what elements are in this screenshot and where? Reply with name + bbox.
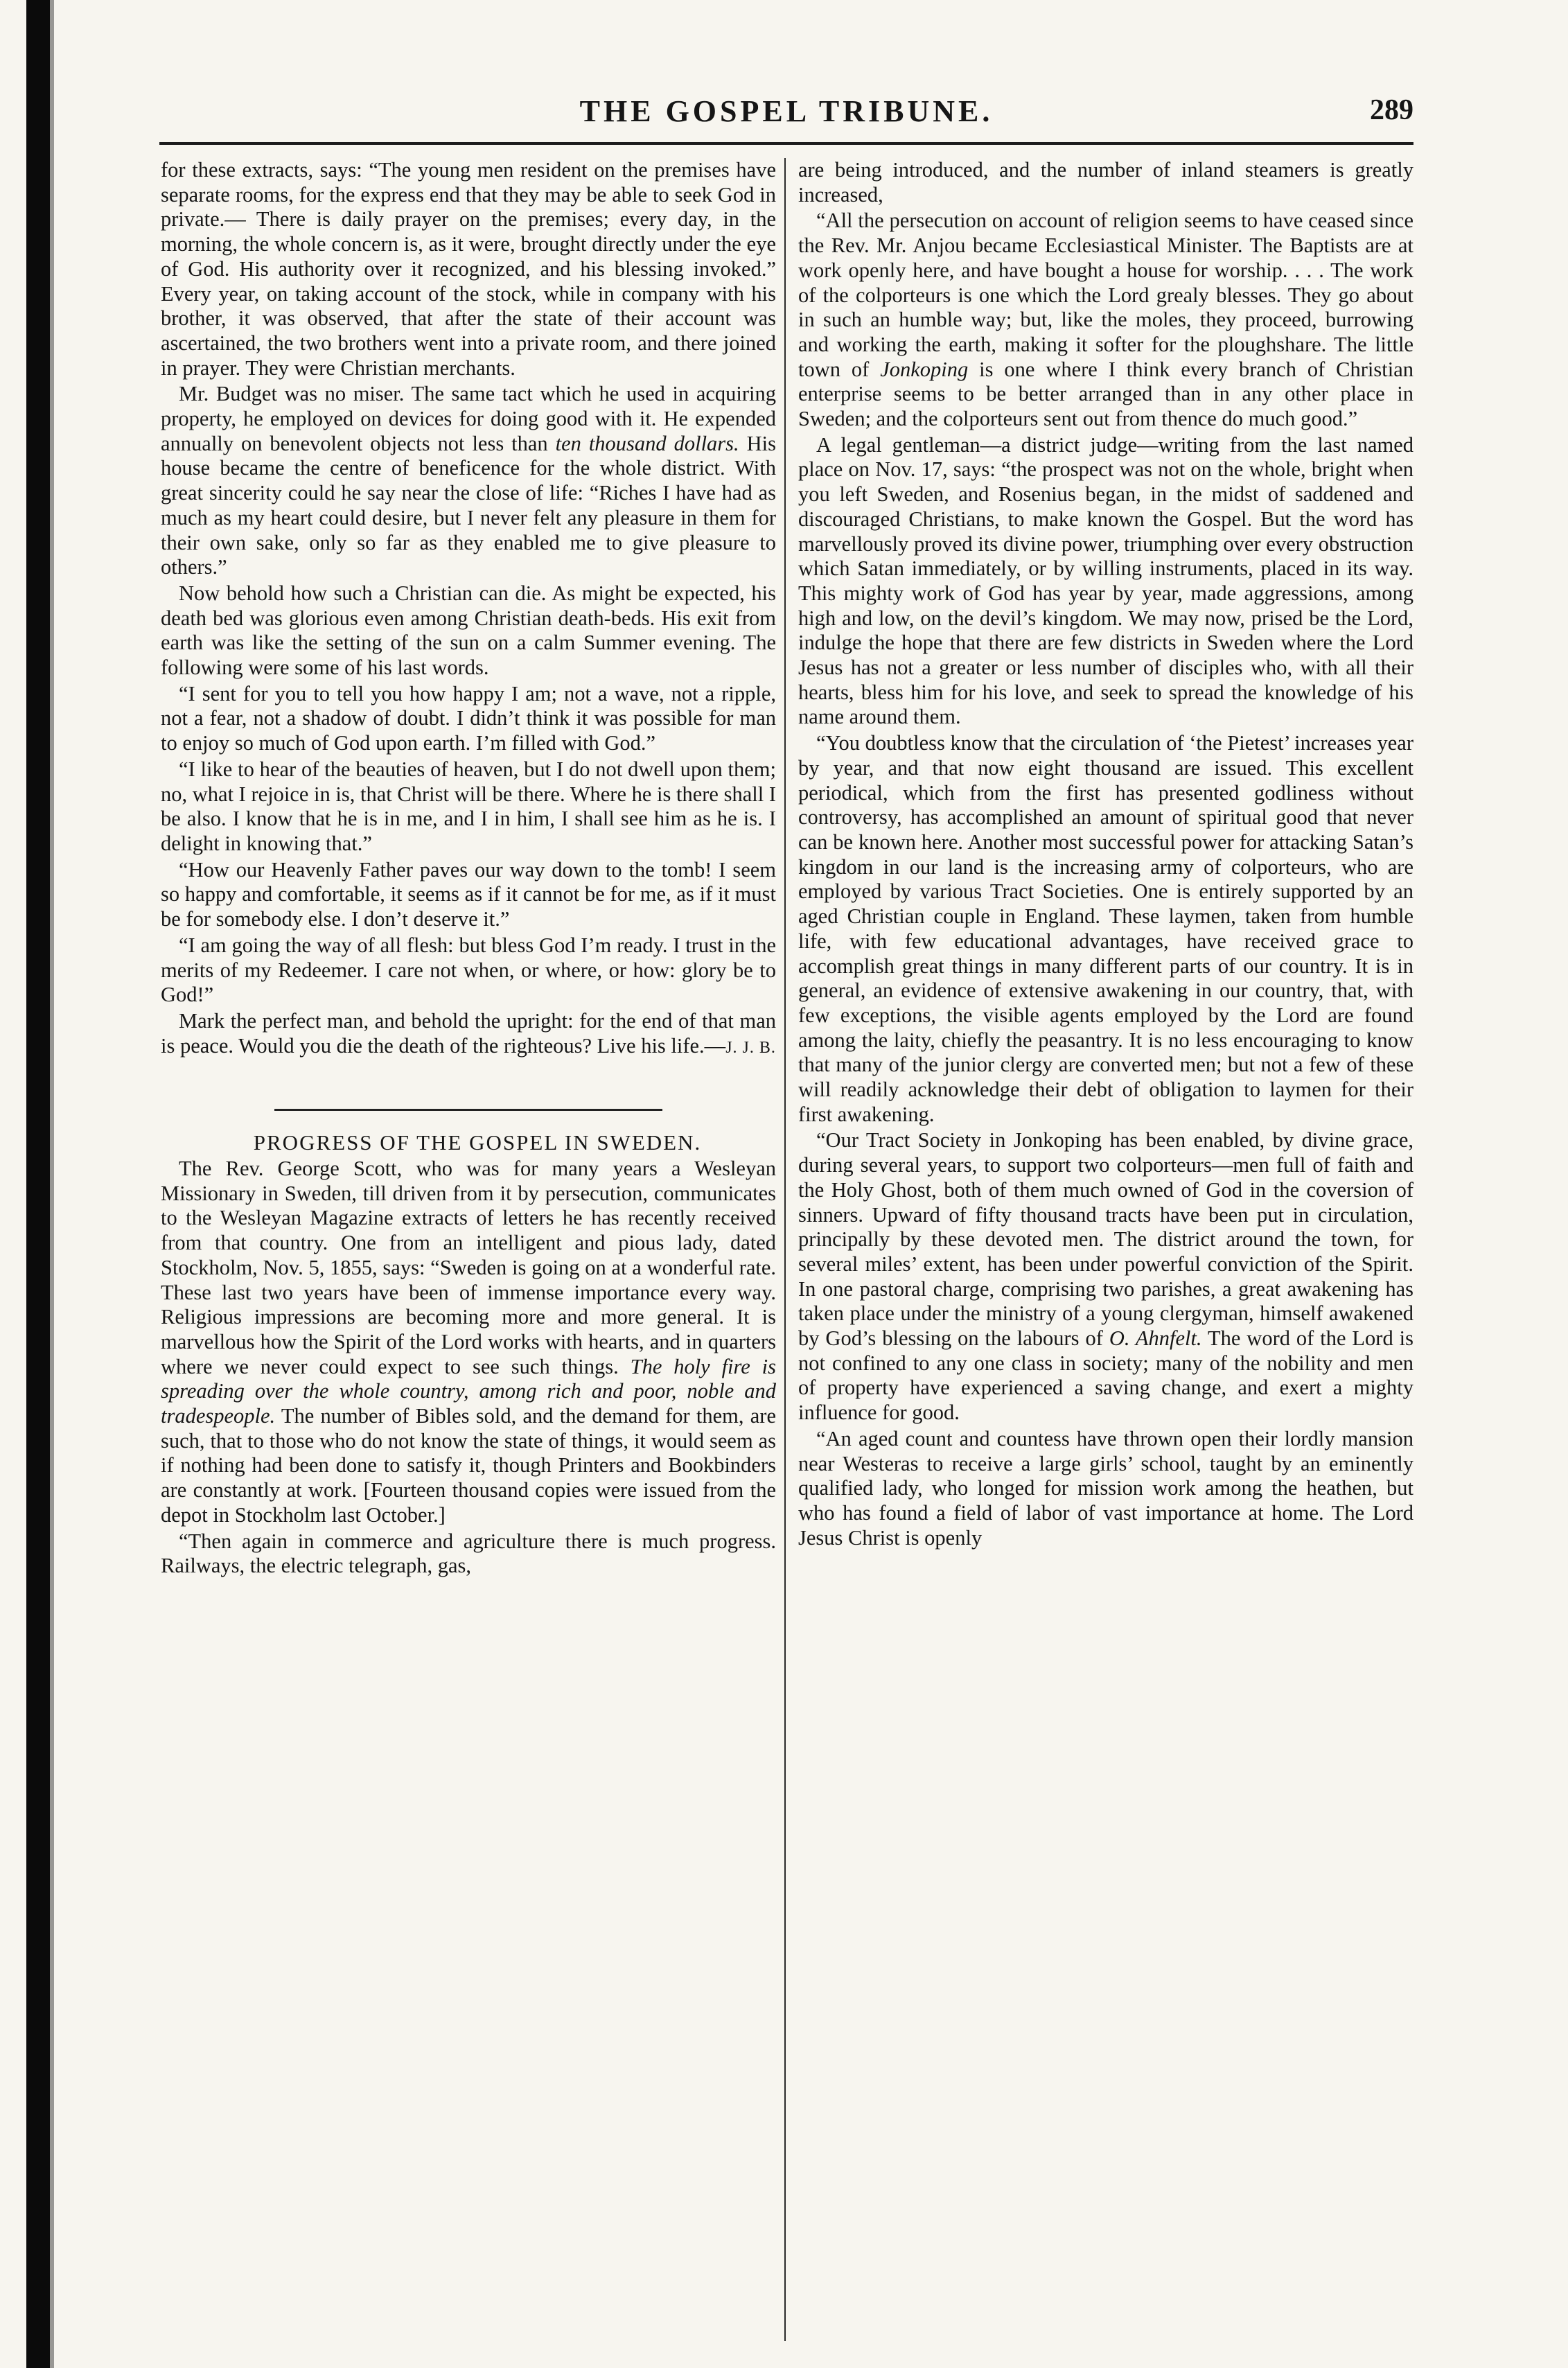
text-run: The Rev. George Scott, who was for many years a Wesleyan Missionary in Sweden, till driven from it by persecution, communicates to the Wesleyan Magazine extracts of letters he has recently received from that country. One from an intelligent and pious lady, dated Stockholm, Nov. 5, 1855, says: “Sweden is going on at a wonderful rate. These last two years have been of immense importance every way. Religious impressions are becoming more and more general. It is marvellous how the Spirit of the Lord works with hearts, and in quarters where we never could expect to see such things. (161, 1157, 776, 1378)
paragraph (798, 1128, 1413, 1425)
paragraph: A legal gentleman—a district judge—writing from the last named place on Nov. 17, says: “the prospect was not on the whole, bright when you left Sweden, and Rosenius began, in the midst of saddened and discouraged Christians, to make known the Gospel. But the word has marvellously proved its divine power, triumphing over every obstruction which Satan immediately, or by willing instruments, placed in its way. This mighty work of God has year by year, made aggressions, among high and low, on the devil’s kingdom. We may now, prised be the Lord, indulge the hope that there are few districts in Sweden where the Lord Jesus has not a greater or less number of disciples who, with all their hearts, bless him for his love, and seek to spread the knowledge of his name around them. (798, 432, 1413, 729)
text-run: Mr. Budget was no miser. The same tact which he used in acquiring property, he employed on devices for doing good with it. He expended annually on benevolent objects not less than (161, 382, 776, 455)
italic-text: ten thousand dollars. (555, 431, 739, 455)
page-header (159, 94, 1413, 142)
paragraph (798, 209, 1413, 431)
column-divider (784, 158, 786, 2341)
text-run: Mark the perfect man, and behold the upright: for the end of that man is peace. Would you die the death of the righteous? Live his life.— (161, 1008, 776, 1058)
paragraph: “I am going the way of all flesh: but bless God I’m ready. I trust in the merits of my Redeemer. I care not when, or where, or how: glory be to God!” (161, 933, 776, 1007)
header-rule (159, 142, 1413, 145)
italic-text: The holy fire is spreading over the whole country, among rich and poor, noble and tradespeople. (161, 1354, 776, 1428)
paragraph: “An aged count and countess have thrown open their lordly mansion near Westeras to receive a large girls’ school, taught by an eminently qualified lady, who longed for mission work among the heathen, but who has found a field of labor of vast importance at home. The Lord Jesus Christ is openly (798, 1426, 1413, 1550)
text-run: “All the persecution on account of religion seems to have ceased since the Rev. Mr. Anjou became Ecclesiastical Minister. The Baptists are at work openly here, and have bought a house for worship. . . . The work of the colporteurs is one which the Lord grealy blesses. They go about in such an humble way; but, like the moles, they proceed, burrowing and working the earth, making it softer for the ploughshare. The little town of (798, 209, 1413, 381)
binding-shadow (50, 0, 54, 2368)
paragraph (161, 382, 776, 580)
paragraph: “How our Heavenly Father paves our way down to the tomb! I seem so happy and comfortable, it seems as if it cannot be for me, as if it must be for somebody else. I don’t deserve it.” (161, 857, 776, 931)
paragraph: are being introduced, and the number of inland steamers is greatly increased, (798, 158, 1413, 207)
right-column (798, 158, 1413, 1552)
italic-text: Jonkoping (880, 357, 969, 381)
paragraph: “I sent for you to tell you how happy I am; not a wave, not a ripple, not a fear, not a shadow of doubt. I didn’t think it was possible for man to enjoy so much of God upon earth. I’m filled with God.” (161, 681, 776, 755)
paragraph: “You doubtless know that the circulation of ‘the Pietest’ increases year by year, and that now eight thousand are issued. This excellent periodical, which from the first has presented godliness without controversy, has accomplished an amount of spiritual good that never can be known here. Another most successful power for attacking Satan’s kingdom in our land is the increasing army of colporteurs, who are employed by various Tract Societies. One is entirely supported by an aged Christian couple in England. These laymen, taken from humble life, with few educational advantages, have received grace to accomplish great things in many different parts of our country. It is in general, an evidence of extensive awakening in our country, that, with few exceptions, the visible agents employed by the Lord are found among the laity, chiefly the peasantry. It is no less encouraging to know that many of the junior clergy are converted men; but not a few of these will readily acknowledge their debt of obligation to laymen for their first awakening. (798, 731, 1413, 1126)
paragraph (161, 1009, 776, 1060)
binding-spine (26, 0, 50, 2368)
paragraph (161, 1157, 776, 1528)
paragraph: “I like to hear of the beauties of heaven, but I do not dwell upon them; no, what I rejoice in is, that Christ will be there. Where he is there shall I be also. I know that he is in me, and I in him, I shall see him as he is. I delight in knowing that.” (161, 757, 776, 855)
text-run: is one where I think every branch of Christian enterprise seems to be better arranged than in any other place in Sweden; and the colporteurs sent out from thence do much good.” (798, 357, 1413, 431)
text-run: His house became the centre of beneficence for the whole district. With great sincerity could he say near the close of life: “Riches I have had as much as my heart could desire, but I never felt any pleasure in them for their own sake, only so far as they enabled me to give pleasure to others.” (161, 431, 777, 579)
text-run: “Our Tract Society in Jonkoping has been enabled, by divine grace, during several years, to support two colporteurs—men full of faith and the Holy Ghost, both of them much owned of God in the coversion of sinners. Upward of fifty thousand tracts have been put in circulation, principally by these devoted men. The district around the town, for several miles’ extent, has been under powerful conviction of the Spirit. In one pastoral charge, comprising two parishes, a great awakening has taken place under the ministry of a young clergyman, himself awakened by God’s blessing on the labours of (798, 1128, 1413, 1351)
author-signature: J. J. B. (725, 1038, 776, 1057)
paragraph: for these extracts, says: “The young men resident on the premises have separate rooms, for the express end that they may be able to seek God in private.— There is daily prayer on the premises; every day, in the morning, the whole concern is, as it were, brought directly under the eye of God. His authority over it recognized, and his blessing invoked.” Every year, on taking account of the stock, while in company with his brother, it was observed, that after the state of their account was ascertained, the two brothers went into a private room, and there joined in prayer. They were Christian merchants. (161, 158, 776, 380)
section-divider (274, 1109, 662, 1111)
page-number: 289 (1370, 94, 1413, 126)
paragraph: “Then again in commerce and agriculture there is much progress. Railways, the electric telegraph, gas, (161, 1529, 776, 1578)
running-title: THE GOSPEL TRIBUNE. (579, 94, 994, 128)
left-column (161, 158, 776, 1580)
paragraph: Now behold how such a Christian can die. As might be expected, his death bed was glorious even among Christian death-beds. His exit from earth was like the setting of the sun on a calm Summer evening. The following were some of his last words. (161, 581, 776, 680)
italic-text: O. Ahnfelt. (1109, 1326, 1202, 1351)
section-title: PROGRESS OF THE GOSPEL IN SWEDEN. (253, 1130, 702, 1155)
text-run: The word of the Lord is not confined to any one class in society; many of the nobility and men of property have experienced a saving change, and exert a mighty influence for good. (798, 1326, 1413, 1425)
text-run: The number of Bibles sold, and the demand for them, are such, that to those who do not know the state of things, it would seem as if nothing had been done to satisfy it, though Printers and Bookbinders are constantly at work. [Fourteen thousand copies were issued from the depot in Stockholm last October.] (161, 1404, 776, 1527)
